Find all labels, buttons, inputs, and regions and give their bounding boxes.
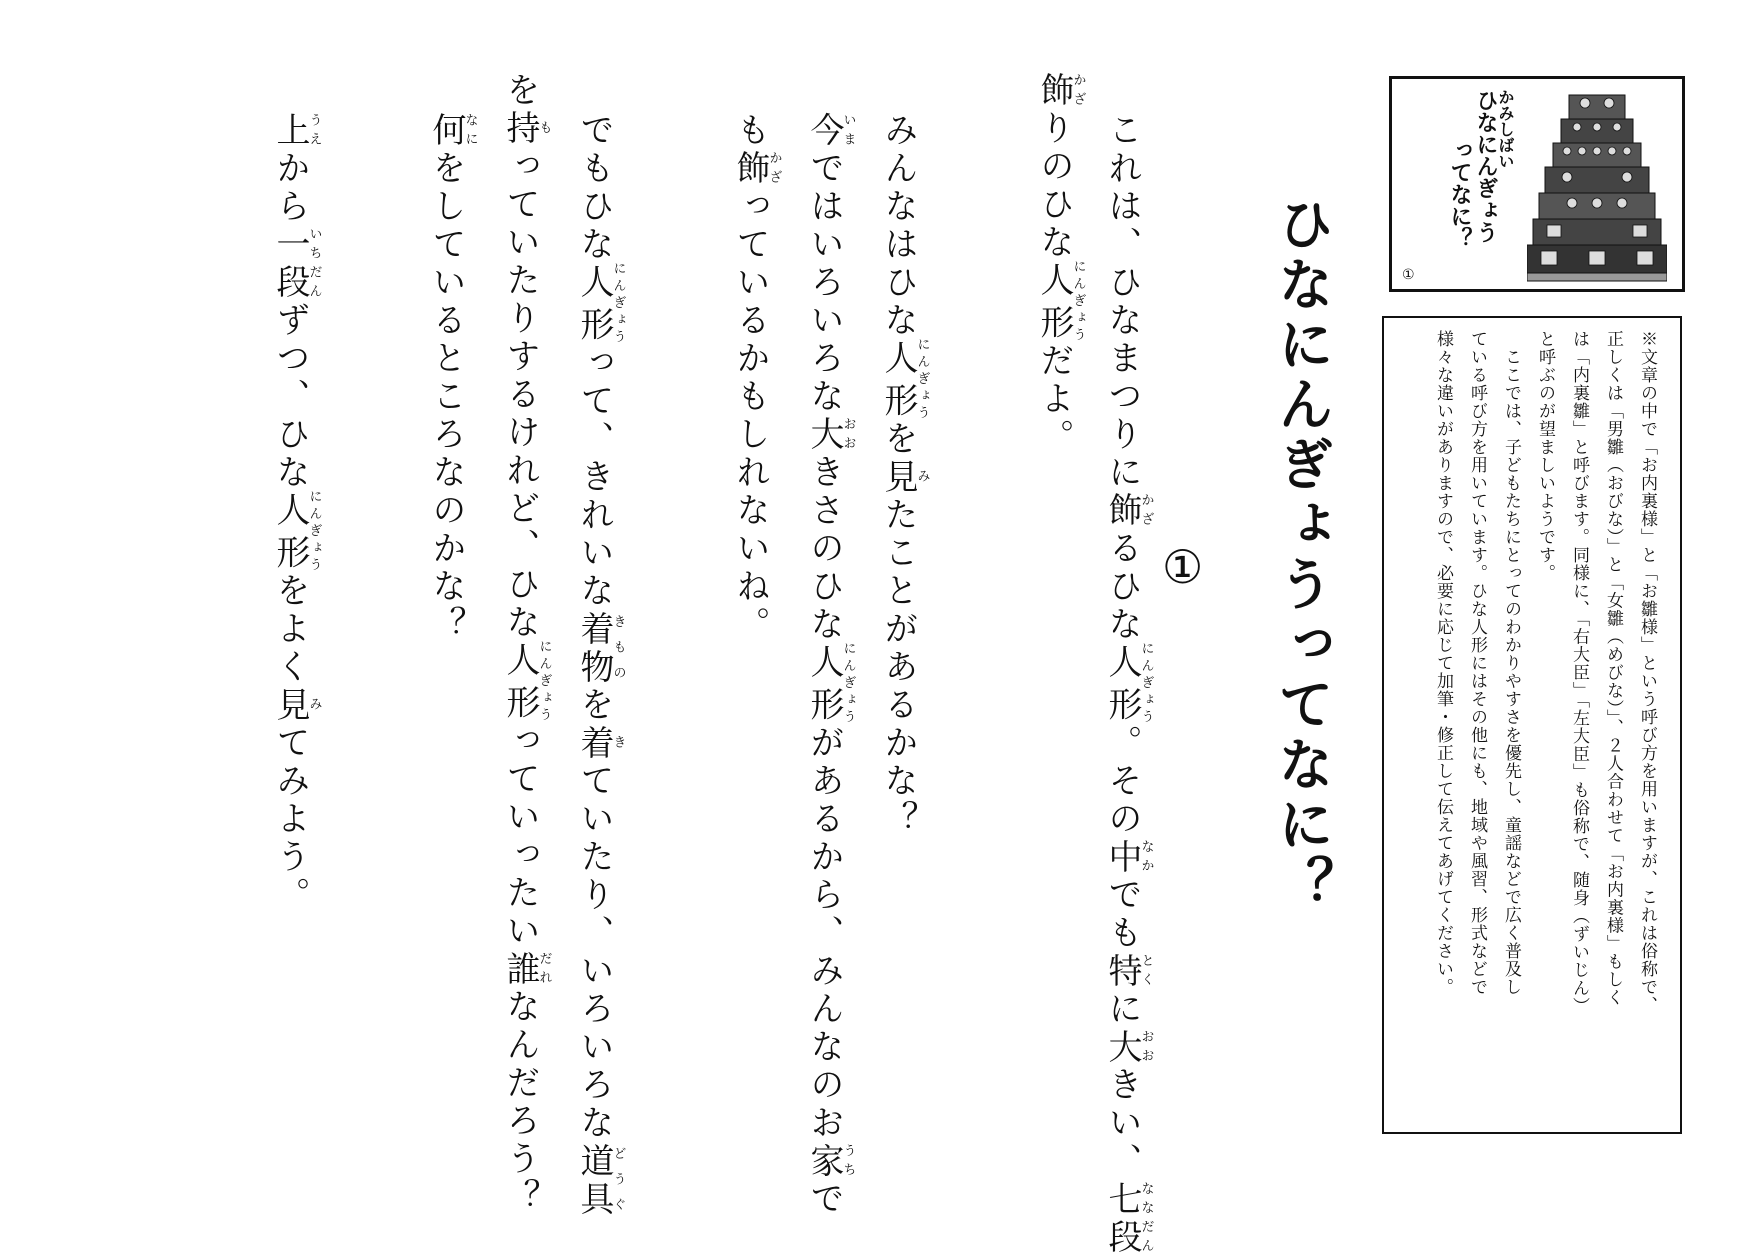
furigana-word: 人形にんぎょう bbox=[1102, 641, 1154, 727]
furigana-word: 人形にんぎょう bbox=[270, 489, 322, 575]
story-line: 飾かざりのひな人形にんぎょうだよ。 bbox=[1034, 72, 1086, 457]
furigana-word: 大おお bbox=[1102, 1028, 1154, 1067]
furigana-word: 今いま bbox=[804, 112, 856, 150]
furigana-word: 人形にんぎょう bbox=[1034, 259, 1086, 345]
furigana-word: 誰だれ bbox=[500, 950, 552, 989]
story-line: 上うえから一段いちだんずつ、ひな人形にんぎょうをよく見みてみよう。 bbox=[270, 112, 322, 915]
story-line: も飾かざっているかもしれないね。 bbox=[730, 112, 782, 644]
story-line: みんなはひな人形にんぎょうを見みたことがあるかな？ bbox=[878, 112, 930, 839]
furigana-word: 上うえ bbox=[270, 112, 322, 150]
furigana-word: 特とく bbox=[1102, 952, 1154, 991]
furigana-word: 着き bbox=[574, 724, 626, 763]
hina-dan-illustration bbox=[1527, 91, 1667, 283]
furigana-word: 道具どうぐ bbox=[574, 1142, 626, 1219]
furigana-word: 持も bbox=[500, 110, 552, 148]
story-line: 今いまではいろいろな大おおきさのひな人形にんぎょうがあるから、みんなのお家うちで bbox=[804, 112, 856, 1219]
note-line: ている呼び方を用いています。ひな人形にはその他にも、地域や風習、形式などで bbox=[1467, 330, 1487, 996]
note-line: 様々な違いがありますので、必要に応じて加筆・修正して伝えてあげてください。 bbox=[1433, 330, 1453, 996]
furigana-word: 人形にんぎょう bbox=[878, 337, 930, 423]
kamishibai-cover bbox=[1389, 76, 1685, 292]
furigana-word: 飾かざ bbox=[1102, 492, 1154, 530]
furigana-word: 人形にんぎょう bbox=[804, 641, 856, 727]
furigana-word: 家うち bbox=[804, 1142, 856, 1181]
note-line: ここでは、子どもたちにとってのわかりやすさを優先し、童謡などで広く普及し bbox=[1501, 330, 1521, 996]
cover-number: ① bbox=[1402, 267, 1415, 283]
furigana-word: 着物きもの bbox=[574, 610, 626, 687]
furigana-word: 七段ななだん bbox=[1102, 1180, 1154, 1257]
furigana-word: 大おお bbox=[804, 416, 856, 454]
furigana-word: 飾かざ bbox=[1034, 72, 1086, 110]
furigana-word: 人形にんぎょう bbox=[574, 261, 626, 347]
section-number: ① bbox=[1162, 540, 1204, 594]
note-line: 正しくは「男雛（おびな）」と「女雛（めびな）」、２人合わせて「お内裏様」もしく bbox=[1603, 330, 1623, 1007]
furigana-word: 飾かざ bbox=[730, 150, 782, 188]
furigana-word: 見み bbox=[270, 686, 322, 725]
story-line: でもひな人形にんぎょうって、きれいな着物きものを着きていたり、いろいろな道具どうぐ bbox=[574, 112, 626, 1219]
note-line: ※文章の中で「お内裏様」と「お雛様」という呼び方を用いますが、これは俗称で、 bbox=[1637, 330, 1657, 1014]
furigana-word: 一段いちだん bbox=[270, 226, 322, 302]
page-title: ひなにんぎょうってなに？ bbox=[1269, 195, 1335, 915]
furigana-word: 何なに bbox=[426, 112, 478, 150]
cover-label: かみしばい bbox=[1496, 89, 1515, 169]
note-line: と呼ぶのが望ましいようです。 bbox=[1535, 330, 1555, 582]
note-line: は「内裏雛」と呼びます。同様に、「右大臣」「左大臣」も俗称で、随身（ずいじん） bbox=[1569, 330, 1589, 1015]
cover-title-line2: ってなに？ bbox=[1447, 139, 1472, 249]
story-line: 何なにをしているところなのかな？ bbox=[426, 112, 478, 644]
furigana-word: 中なか bbox=[1102, 838, 1154, 877]
story-line: を持もっていたりするけれど、ひな人形にんぎょうっていったい誰だれなんだろう？ bbox=[500, 72, 552, 1217]
cover-title-line1: ひなにんぎょう bbox=[1473, 89, 1498, 243]
story-line: これは、ひなまつりに飾かざるひな人形にんぎょう。その中なかでも特とくに大おおきい、七段ななだん bbox=[1102, 112, 1154, 1257]
furigana-word: 見み bbox=[878, 458, 930, 497]
furigana-word: 人形にんぎょう bbox=[500, 639, 552, 725]
teacher-note-box bbox=[1382, 316, 1682, 1134]
